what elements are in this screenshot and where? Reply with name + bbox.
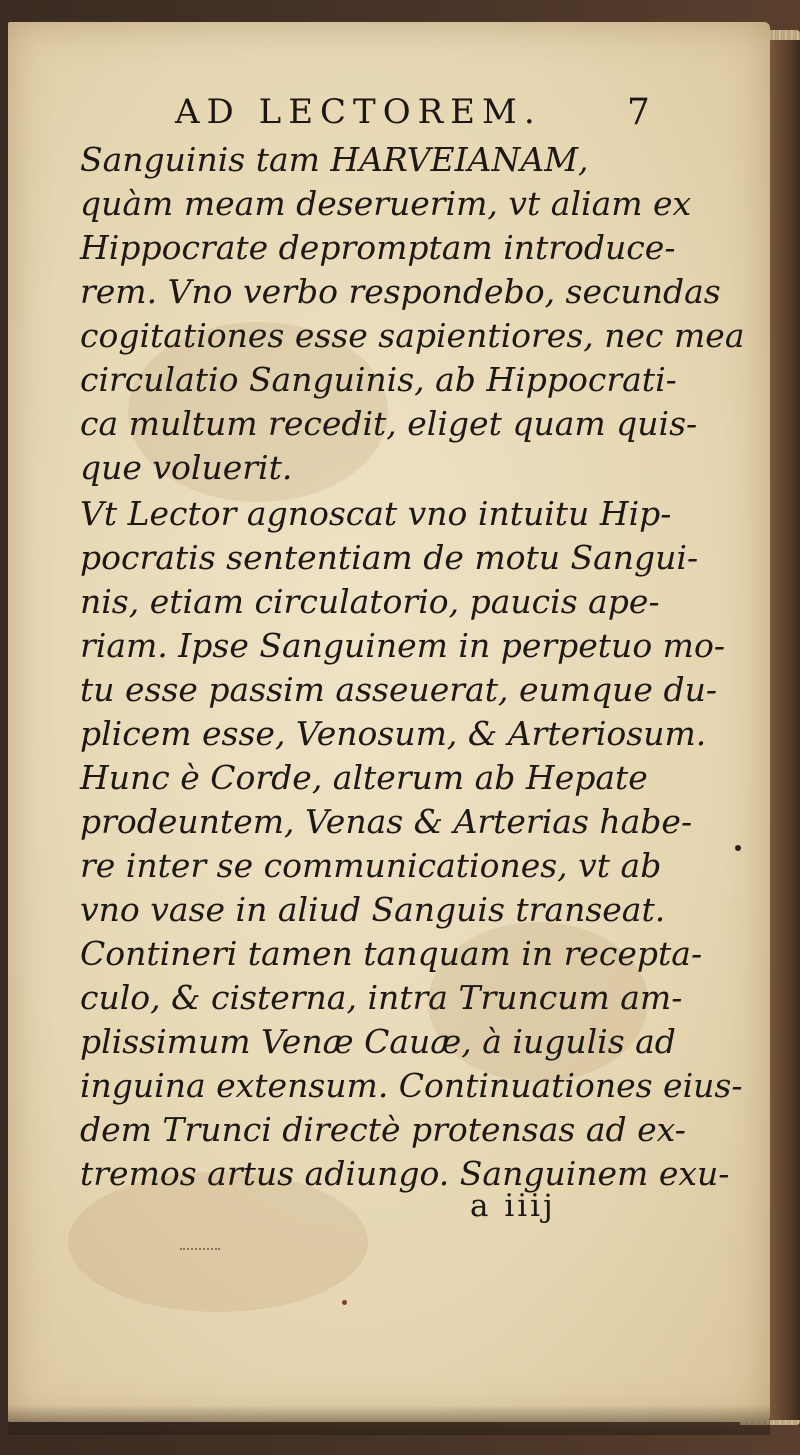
text-line: ca multum recedit, eliget quam quis- [80, 404, 698, 443]
text-line: dem Trunci directè protensas ad ex- [80, 1110, 686, 1149]
text-line: tu esse passim asseuerat, eumque du- [80, 670, 717, 709]
text-line: plissimum Venæ Cauæ, à iugulis ad [80, 1022, 676, 1061]
text-line: riam. Ipse Sanguinem in perpetuo mo- [80, 626, 725, 665]
text-line: cogitationes esse sapientiores, nec mea [80, 316, 745, 355]
text-line: rem. Vno verbo respondebo, secundas [80, 272, 721, 311]
text-line: Sanguinis tam HARVEIANAM, [80, 140, 589, 179]
page-number: 7 [627, 92, 650, 133]
text-line: Hunc è Corde, alterum ab Hepate [80, 758, 648, 797]
text-line: culo, & cisterna, intra Truncum am- [80, 978, 683, 1017]
text-line: nis, etiam circulatorio, paucis ape- [80, 582, 660, 621]
text-line: Hippocrate depromptam introduce- [80, 228, 676, 267]
running-head [175, 92, 675, 132]
text-line: pocratis sententiam de motu Sangui- [80, 538, 699, 577]
text-line: prodeuntem, Venas & Arterias habe- [80, 802, 693, 841]
text-line: quàm meam deseruerim, vt aliam ex [80, 184, 692, 223]
text-line: que voluerit. [80, 448, 293, 487]
text-line: circulatio Sanguinis, ab Hippocrati- [80, 360, 677, 399]
ink-speck [342, 1300, 347, 1305]
signature-mark: a iiij [470, 1188, 556, 1224]
text-line: re inter se communicationes, vt ab [80, 846, 662, 885]
text-line: Contineri tamen tanquam in recepta- [80, 934, 703, 973]
text-line: plicem esse, Venosum, & Arteriosum. [80, 714, 707, 753]
page-bottom-shadow [8, 1405, 770, 1435]
margin-ink-dot [735, 845, 741, 851]
text-line: inguina extensum. Continuationes eius- [80, 1066, 743, 1105]
text-line: Vt Lector agnoscat vno intuitu Hip- [80, 494, 672, 533]
text-line: vno vase in aliud Sanguis transeat. [80, 890, 666, 929]
book-spine [768, 40, 800, 1420]
pencil-mark [180, 1248, 220, 1252]
running-head-title: AD LECTOREM. [175, 92, 542, 132]
text-line: tremos artus adiungo. Sanguinem exu- [80, 1154, 730, 1193]
